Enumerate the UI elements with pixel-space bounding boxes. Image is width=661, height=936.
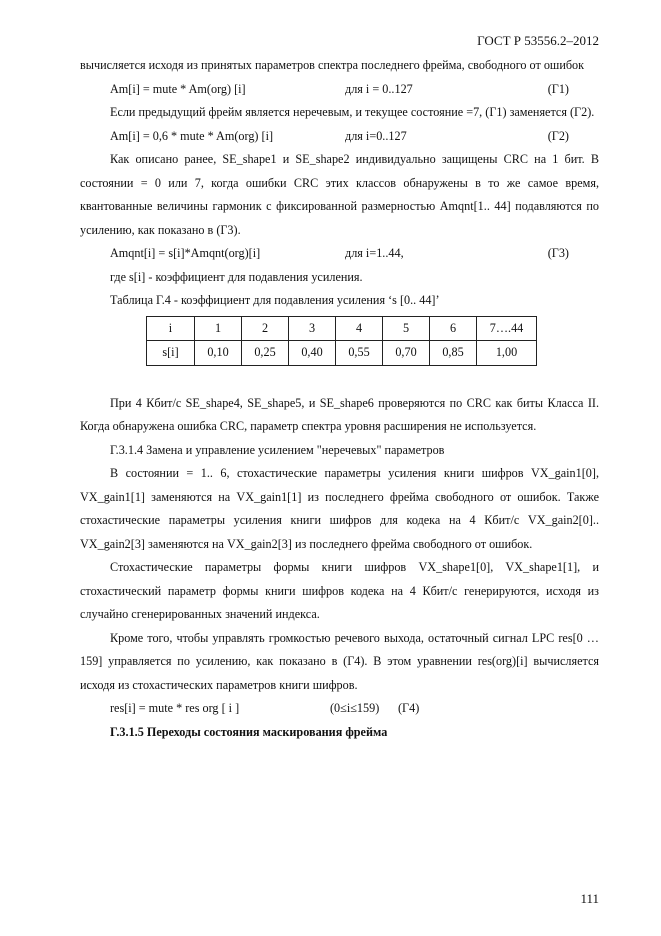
page-number: 111 <box>580 891 599 906</box>
page-header-standard: ГОСТ Р 53556.2–2012 <box>477 33 599 48</box>
paragraph-4: где s[i] - коэффициент для подавления усиления. <box>110 269 363 284</box>
table-cell: 0,70 <box>383 341 430 366</box>
table-row <box>147 341 537 366</box>
table-cell: i <box>147 316 195 341</box>
formula-g2 <box>80 125 599 149</box>
paragraph-1: вычисляется исходя из принятых параметров спектра последнего фрейма, свободного от ошибок <box>80 58 585 72</box>
formula-g4-condition: (0≤i≤159) <box>330 701 380 715</box>
table-cell: 7….44 <box>477 316 537 341</box>
table-row <box>147 316 537 341</box>
paragraph-5: При 4 Кбит/с SE_shape4, SE_shape5, и SE_shape6 проверяются по CRC как биты Класса II. Когда обнаружена ошибка CRC, параметр спектра уровня расширения не используется. <box>80 395 599 433</box>
table-cell: 0,85 <box>430 341 477 366</box>
table-caption: Таблица Г.4 - коэффициент для подавления усиления ‘s [0.. 44]’ <box>110 293 440 307</box>
formula-g1-expression: Am[i] = mute * Am(org) [i] <box>110 81 246 96</box>
table-cell: 4 <box>336 316 383 341</box>
table-cell: 1 <box>195 316 242 341</box>
section-heading-g3-1-4: Г.3.1.4 Замена и управление усилением "неречевых" параметров <box>110 442 445 457</box>
formula-g1-condition: для i = 0..127 <box>345 81 413 96</box>
formula-g3 <box>80 242 599 266</box>
formula-g1-number: (Г1) <box>547 81 569 96</box>
formula-g4-expression: res[i] = mute * res org [ i ] <box>110 701 240 715</box>
formula-g4-number: (Г4) <box>398 701 420 715</box>
paragraph-6: В состоянии = 1.. 6, стохастические параметры усиления книги шифров VX_gain1[0], VX_gain1[1] заменяются на VX_gain1[1] из последнего фрейма свободного от ошибок. Также стохастические параметры усиления книги шифров для кодека на 4 Кбит/с VX_gain2[0].. VX_gain2[3] заменяются на VX_gain2[3] из последнего фрейма свободного от ошибок. <box>80 466 599 551</box>
gain-coefficient-table <box>146 316 537 366</box>
table-cell: s[i] <box>147 341 195 366</box>
paragraph-8: Кроме того, чтобы управлять громкостью речевого выхода, остаточный сигнал LPC res[0 … 159] управляется по усилению, как показано в (Г4). В этом уравнении res(org)[i] вычисляется исходя из стохастических параметров книги шифров. <box>80 630 599 692</box>
table-cell: 1,00 <box>477 341 537 366</box>
table-cell: 0,40 <box>289 341 336 366</box>
section-heading-g3-1-5: Г.3.1.5 Переходы состояния маскирования фрейма <box>110 724 388 739</box>
formula-g4 <box>80 697 599 721</box>
paragraph-3: Как описано ранее, SE_shape1 и SE_shape2 индивидуально защищены CRC на 1 бит. В состоянии = 0 или 7, когда ошибки CRC этих классов обнаружены в то же самое время, квантованные величины гармоник с фиксированной размерностью Amqnt[1.. 44] подавляются по усилению, как показано в (Г3). <box>80 152 599 237</box>
paragraph-7: Стохастические параметры формы книги шифров VX_shape1[0], VX_shape1[1], и стохастический параметр формы книги шифров кодека на 4 Кбит/с генерируются, исходя из случайно сгенерированных значений индекса. <box>80 560 599 621</box>
table-cell: 0,55 <box>336 341 383 366</box>
formula-g3-condition: для i=1..44, <box>345 246 404 260</box>
table-cell: 0,25 <box>242 341 289 366</box>
formula-g2-expression: Am[i] = 0,6 * mute * Am(org) [i] <box>110 128 274 143</box>
paragraph-2: Если предыдущий фрейм является неречевым, и текущее состояние =7, (Г1) заменяется (Г2). <box>110 105 595 119</box>
formula-g3-expression: Amqnt[i] = s[i]*Amqnt(org)[i] <box>110 246 261 260</box>
table-cell: 3 <box>289 316 336 341</box>
formula-g1 <box>80 78 599 102</box>
page-content <box>80 54 599 744</box>
table-cell: 6 <box>430 316 477 341</box>
table-cell: 5 <box>383 316 430 341</box>
formula-g2-number: (Г2) <box>547 128 569 143</box>
table-cell: 0,10 <box>195 341 242 366</box>
table-cell: 2 <box>242 316 289 341</box>
formula-g3-number: (Г3) <box>547 246 569 260</box>
formula-g2-condition: для i=0..127 <box>345 128 407 143</box>
